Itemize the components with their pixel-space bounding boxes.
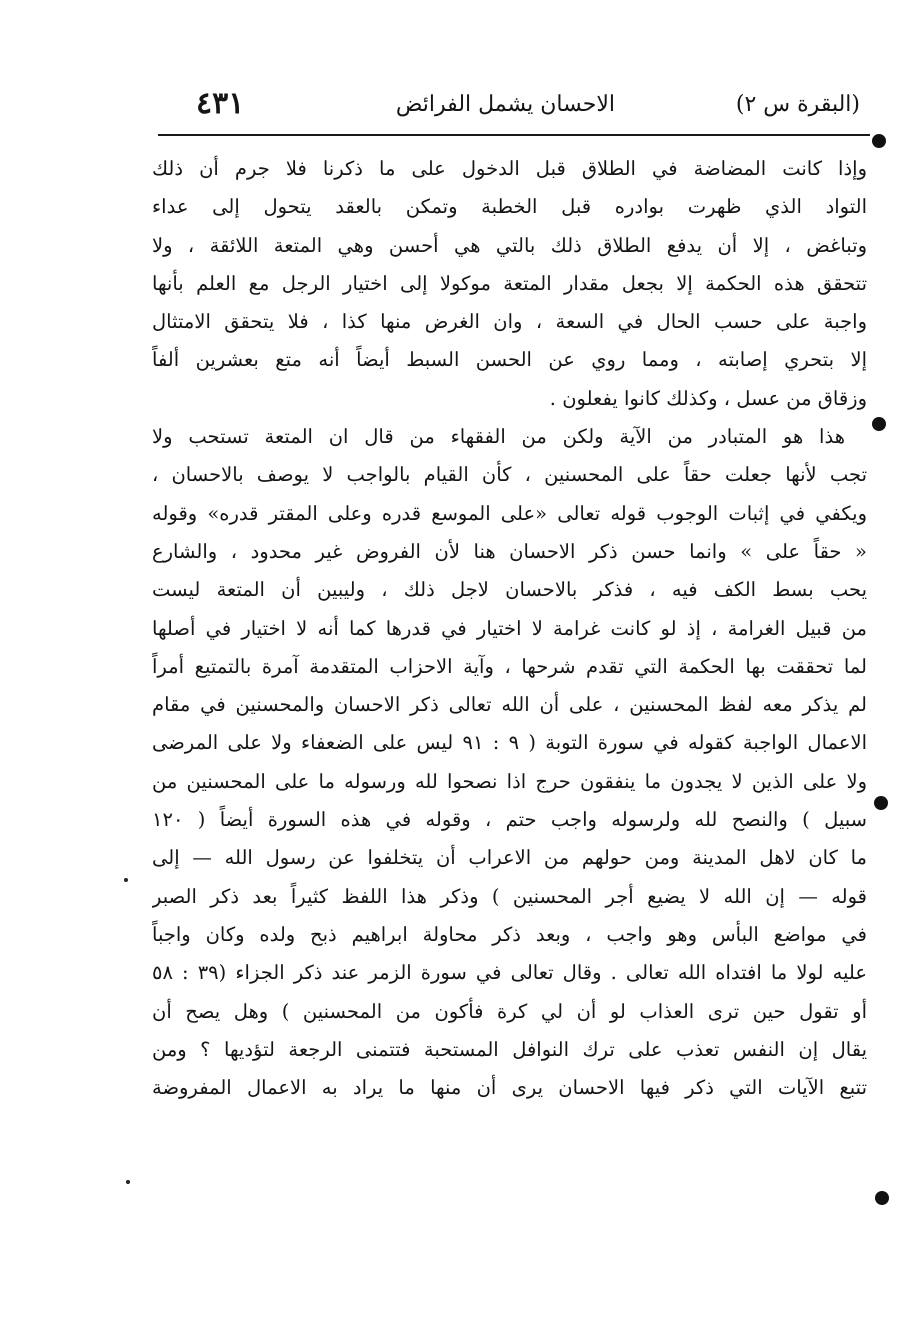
running-title: الاحسان يشمل الفرائض bbox=[395, 92, 615, 117]
scan-speck bbox=[124, 878, 128, 882]
text-line: سبيل ) والنصح لله ولرسوله واجب حتم ، وقوله في هذه السورة أيضاً ( ١٢٠ bbox=[152, 808, 867, 832]
text-line: وتباغض ، إلا أن يدفع الطلاق ذلك بالتي هي أحسن وهي المتعة اللائقة ، ولا bbox=[152, 233, 867, 257]
scan-speck bbox=[126, 1180, 130, 1184]
text-line: يحب بسط الكف فيه ، فذكر بالاحسان لاجل ذلك ، وليبين أن المتعة ليست bbox=[152, 578, 867, 602]
text-line: عليه لولا ما افتداه الله تعالى . وقال تعالى في سورة الزمر عند ذكر الجزاء (٣٩ : ٥٨ bbox=[152, 961, 867, 985]
text-line: وإذا كانت المضاضة في الطلاق قبل الدخول على ما ذكرنا فلا جرم أن ذلك bbox=[152, 157, 867, 180]
text-line: هذا هو المتبادر من الآية ولكن من الفقهاء من قال ان المتعة تستحب ولا bbox=[152, 425, 845, 449]
text-line: « حقاً على » وانما حسن ذكر الاحسان هنا لأن الفروض غير محدود ، والشارع bbox=[152, 539, 867, 563]
text-line: في مواضع البأس وهو واجب ، وبعد ذكر محاولة ابراهيم ذبح ولده وكان واجباً bbox=[152, 922, 867, 946]
text-line: تتبع الآيات التي ذكر فيها الاحسان يرى أن منها ما يراد به الاعمال المفروضة bbox=[152, 1076, 867, 1100]
punch-hole-mark bbox=[874, 796, 888, 810]
text-line: تتحقق هذه الحكمة إلا بجعل مقدار المتعة موكولا إلى اختيار الرجل مع العلم بأنها bbox=[152, 271, 867, 295]
text-line: قوله — إن الله لا يضيع أجر المحسنين ) وذكر هذا اللفظ كثيراً بعد ذكر الصبر bbox=[152, 884, 867, 908]
text-line: ويكفي في إثبات الوجوب قوله تعالى «على الموسع قدره وعلى المقتر قدره» وقوله bbox=[152, 501, 867, 525]
text-line: ولا على الذين لا يجدون ما ينفقون حرج اذا نصحوا لله ورسوله ما على المحسنين من bbox=[152, 769, 867, 793]
text-line: واجبة على حسب الحال في السعة ، وان الغرض منها كذا ، فلا يتحقق الامتثال bbox=[152, 310, 867, 334]
text-line: يقال إن النفس تعذب على ترك النوافل المستحبة فتتمنى الرجعة لتؤديها ؟ ومن bbox=[152, 1037, 867, 1061]
text-line: وزقاق من عسل ، وكذلك كانوا يفعلون . bbox=[549, 386, 867, 410]
punch-hole-mark bbox=[875, 1191, 889, 1205]
text-line: من قبيل الغرامة ، إذ لو كانت غرامة لا اختيار في قدرها كما أنه لا اختيار في أصلها bbox=[152, 616, 867, 640]
text-line: الاعمال الواجبة كقوله في سورة التوبة ( ٩ : ٩١ ليس على الضعفاء ولا على المرضى bbox=[152, 731, 867, 755]
punch-hole-mark bbox=[872, 134, 886, 148]
text-line: التواد الذي ظهرت بوادره قبل الخطبة وتمكن بالعقد يتحول إلى عداء bbox=[152, 195, 867, 219]
page-header bbox=[158, 86, 870, 132]
body-text bbox=[152, 150, 867, 1107]
text-line: إلا بتحري إصابته ، ومما روي عن الحسن السبط أيضاً أنه متع بعشرين ألفاً bbox=[152, 348, 867, 372]
header-rule bbox=[158, 134, 870, 136]
text-line: لما تحققت بها الحكمة التي تقدم شرحها ، وآية الاحزاب المتقدمة آمرة بالتمتيع أمراً bbox=[152, 654, 867, 678]
text-line: لم يذكر معه لفظ المحسنين ، على أن الله تعالى ذكر الاحسان والمحسنين في مقام bbox=[152, 693, 867, 717]
punch-hole-mark bbox=[872, 417, 886, 431]
text-line: أو تقول حين ترى العذاب لو أن لي كرة فأكون من المحسنين ) وهل يصح أن bbox=[152, 999, 867, 1023]
page-number: ٤٣١ bbox=[196, 86, 245, 121]
surah-reference: (البقرة س ٢) bbox=[735, 92, 860, 117]
text-line: ما كان لاهل المدينة ومن حولهم من الاعراب أن يتخلفوا عن رسول الله — إلى bbox=[152, 846, 867, 870]
text-line: تجب لأنها جعلت حقاً على المحسنين ، كأن القيام بالواجب لا يوصف بالاحسان ، bbox=[152, 463, 867, 487]
